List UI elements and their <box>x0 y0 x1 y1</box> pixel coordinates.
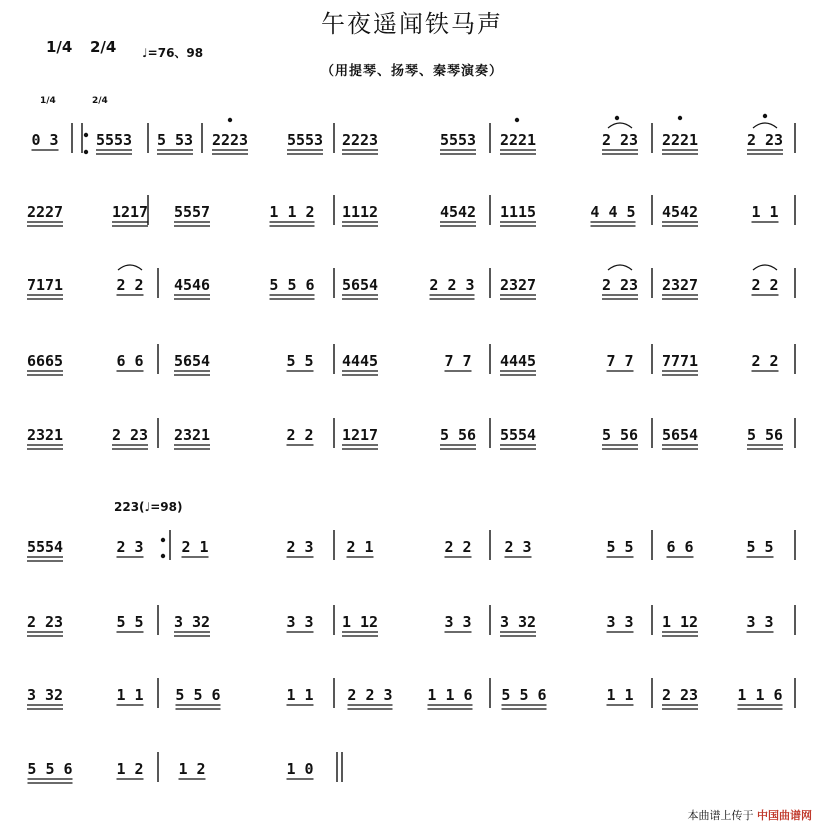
note-group: 1 1 6 <box>737 686 783 704</box>
note-group: 2 23 <box>111 426 149 444</box>
note-group: 2 2 3 <box>429 276 475 294</box>
note-group: 0 3 <box>31 131 59 149</box>
note-group: 2 2 <box>751 352 779 370</box>
note-group: 2221 <box>499 131 537 149</box>
repeat-dot <box>84 150 88 154</box>
instrumentation-subtitle: （用提琴、扬琴、秦琴演奏） <box>320 64 503 79</box>
note-group: 5553 <box>286 131 324 149</box>
octave-dot <box>678 116 682 120</box>
note-group: 4546 <box>173 276 211 294</box>
note-group: 3 32 <box>173 613 211 631</box>
meter-one-four: 1/4 <box>46 38 73 56</box>
note-group: 1 12 <box>661 613 699 631</box>
note-group: 2 2 <box>444 538 472 556</box>
small-meter-one-four: 1/4 <box>40 96 56 106</box>
note-group: 5 5 6 <box>269 276 315 294</box>
note-group: 1112 <box>341 203 379 221</box>
note-group: 1 1 2 <box>269 203 315 221</box>
repeat-dot <box>161 554 165 558</box>
tempo-change-marking: 223(♩=98) <box>114 500 183 514</box>
note-group: 5654 <box>173 352 211 370</box>
note-group: 5 5 <box>116 613 144 631</box>
note-group: 5654 <box>661 426 699 444</box>
note-group: 7 7 <box>444 352 472 370</box>
note-group: 6 6 <box>666 538 694 556</box>
note-group: 5 56 <box>601 426 639 444</box>
note-group: 5 53 <box>156 131 194 149</box>
note-group: 2321 <box>26 426 64 444</box>
note-group: 2 3 <box>116 538 144 556</box>
score-title: 午夜遥闻铁马声 <box>321 10 503 38</box>
note-group: 3 3 <box>746 613 774 631</box>
note-group: 7771 <box>661 352 699 370</box>
note-group: 1 2 <box>116 760 144 778</box>
note-group: 2 2 <box>751 276 779 294</box>
octave-dot <box>515 118 519 122</box>
meter-two-four: 2/4 <box>90 38 117 56</box>
note-group: 6665 <box>26 352 64 370</box>
note-group: 2 1 <box>346 538 374 556</box>
note-group: 4445 <box>341 352 379 370</box>
note-group: 5 56 <box>439 426 477 444</box>
note-group: 1 1 <box>606 686 634 704</box>
small-meter-two-four: 2/4 <box>92 96 108 106</box>
note-group: 2223 <box>341 131 379 149</box>
slur-mark <box>118 265 142 270</box>
note-group: 5 5 6 <box>501 686 547 704</box>
note-group: 1 2 <box>178 760 206 778</box>
note-group: 5 5 6 <box>27 760 73 778</box>
note-group: 2223 <box>211 131 249 149</box>
note-group: 4445 <box>499 352 537 370</box>
note-group: 5554 <box>26 538 64 556</box>
note-group: 1 0 <box>286 760 314 778</box>
note-group: 2221 <box>661 131 699 149</box>
octave-dot <box>228 118 232 122</box>
note-group: 1 1 <box>751 203 779 221</box>
upload-footer <box>688 807 813 823</box>
tempo-marking: ♩=76、98 <box>142 46 204 60</box>
note-group: 1 1 <box>116 686 144 704</box>
note-group: 3 32 <box>26 686 64 704</box>
note-group: 4542 <box>439 203 477 221</box>
slur-mark <box>753 265 777 270</box>
repeat-dot <box>161 538 165 542</box>
note-group: 5554 <box>499 426 537 444</box>
note-group: 2 1 <box>181 538 209 556</box>
slur-mark <box>608 123 632 128</box>
note-group: 3 3 <box>286 613 314 631</box>
note-group: 5553 <box>439 131 477 149</box>
note-group: 5553 <box>95 131 133 149</box>
note-group: 5654 <box>341 276 379 294</box>
note-group: 2 23 <box>26 613 64 631</box>
note-group: 1 12 <box>341 613 379 631</box>
note-group: 2227 <box>26 203 64 221</box>
repeat-dot <box>84 133 88 137</box>
note-group: 6 6 <box>116 352 144 370</box>
note-group: 7 7 <box>606 352 634 370</box>
note-group: 2 2 <box>286 426 314 444</box>
note-group: 2 23 <box>746 131 784 149</box>
note-group: 1217 <box>341 426 379 444</box>
note-group: 5557 <box>173 203 211 221</box>
note-group: 5 56 <box>746 426 784 444</box>
note-group: 5 5 <box>286 352 314 370</box>
note-group: 3 32 <box>499 613 537 631</box>
note-group: 3 3 <box>606 613 634 631</box>
octave-dot <box>615 116 619 120</box>
note-group: 7171 <box>26 276 64 294</box>
octave-dot <box>763 114 767 118</box>
note-group: 2 3 <box>286 538 314 556</box>
note-group: 2 23 <box>601 131 639 149</box>
footer-brand: 中国曲谱网 <box>757 809 812 822</box>
note-group: 2321 <box>173 426 211 444</box>
note-group: 1 1 6 <box>427 686 473 704</box>
note-group: 2 23 <box>601 276 639 294</box>
note-group: 2327 <box>661 276 699 294</box>
note-group: 5 5 <box>746 538 774 556</box>
note-group: 1217 <box>111 203 149 221</box>
slur-mark <box>608 265 632 270</box>
slur-mark <box>753 123 777 128</box>
note-group: 2 2 <box>116 276 144 294</box>
note-group: 4 4 5 <box>590 203 636 221</box>
note-group: 5 5 <box>606 538 634 556</box>
note-group: 5 5 6 <box>175 686 221 704</box>
note-group: 2327 <box>499 276 537 294</box>
note-group: 2 3 <box>504 538 532 556</box>
note-group: 3 3 <box>444 613 472 631</box>
note-group: 2 23 <box>661 686 699 704</box>
note-group: 1115 <box>499 203 537 221</box>
note-group: 1 1 <box>286 686 314 704</box>
footer-text: 本曲谱上传于 <box>687 809 754 822</box>
note-group: 4542 <box>661 203 699 221</box>
note-group: 2 2 3 <box>347 686 393 704</box>
